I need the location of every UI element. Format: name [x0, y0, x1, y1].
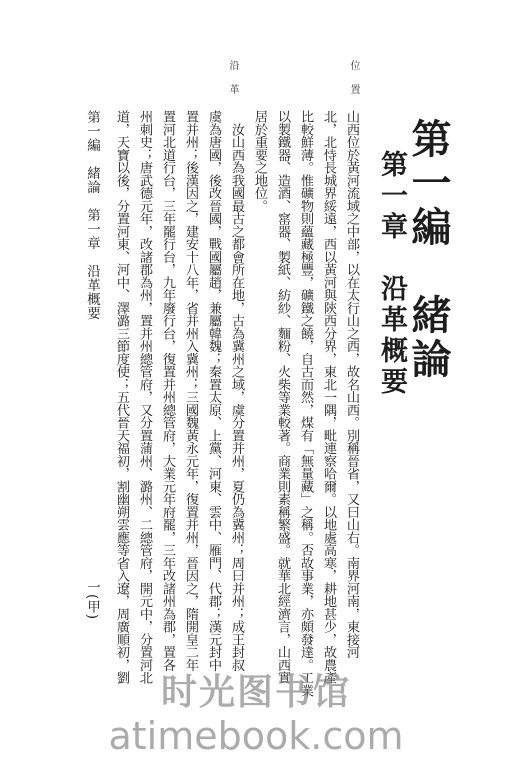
running-header-left: 沿革: [227, 60, 238, 108]
text-column: 以製鐵器、造酒、窰器、製紙、紡紗、麵粉、火柴等業較著。商業則素稱繁盛。就華北經濟言，山西實: [275, 110, 290, 684]
watermark-chinese: 时光图书馆: [160, 672, 351, 713]
chapter-title: 沿革概要: [376, 274, 407, 398]
chapter-number: 第一章: [376, 150, 407, 243]
footer-chapter-title: 第一編 緒論 第一章 沿革概要: [84, 110, 100, 320]
text-column: 汝山西為我國最古之都會所在地，古為冀州之域，虞分置并州，夏仍為冀州；周曰并州；成王封叔: [229, 110, 244, 671]
watermark-url: atimebook.com: [108, 714, 404, 758]
text-column: 道，天寶以後，分置河東、河中、澤潞三節度使；五代晉天福初，割幽朔雲應等省入遼，周廣順初，劉: [114, 110, 129, 684]
text-column: 置并州；後漢因之，建安十八年，省并州入冀州；三國魏黃永元年，復置并州，晉因之，隋開皇二年: [183, 110, 198, 671]
page-number: 一(甲): [84, 580, 100, 620]
text-column: 山西位於黃河流域之中部，以在太行山之西，故名山西。別稱晉省，又曰山右。南界河南，東接河: [344, 110, 359, 659]
chapter-heading: [372, 150, 411, 398]
running-header-right: 位置: [348, 60, 359, 108]
text-column: 州刺史；唐武德元年，改諸郡為州，置并州總管府，又分置蒲州、潞州、二總管府，開元中，分置河北: [137, 110, 152, 684]
text-column: 虞為唐國，後改晉國，戰國屬趙，兼屬韓魏；秦置太原、上黨、河東、雲中、雁門、代郡；漢元封中: [206, 110, 221, 671]
text-column: 北，北恃長城界綏遠，西以黃河與陝西分界，東北一隅，毗連察哈爾。以地處高寒，耕地甚少，故農產: [321, 110, 336, 684]
text-column: 置河北道行台，三年罷行台，九年廢行台，復置并州總管府，大業元年府罷，三年改諸州為郡，置各: [160, 110, 175, 671]
part-title: 第一編 緒論: [405, 118, 452, 382]
text-column: 比較鮮薄。惟礦物則蘊藏極豐，礦鐵之饒，自古而然，煤有「無量藏」之稱。否故事業，亦頗發達。工業: [298, 110, 313, 697]
text-column: 居於重要之地位。: [252, 110, 267, 212]
